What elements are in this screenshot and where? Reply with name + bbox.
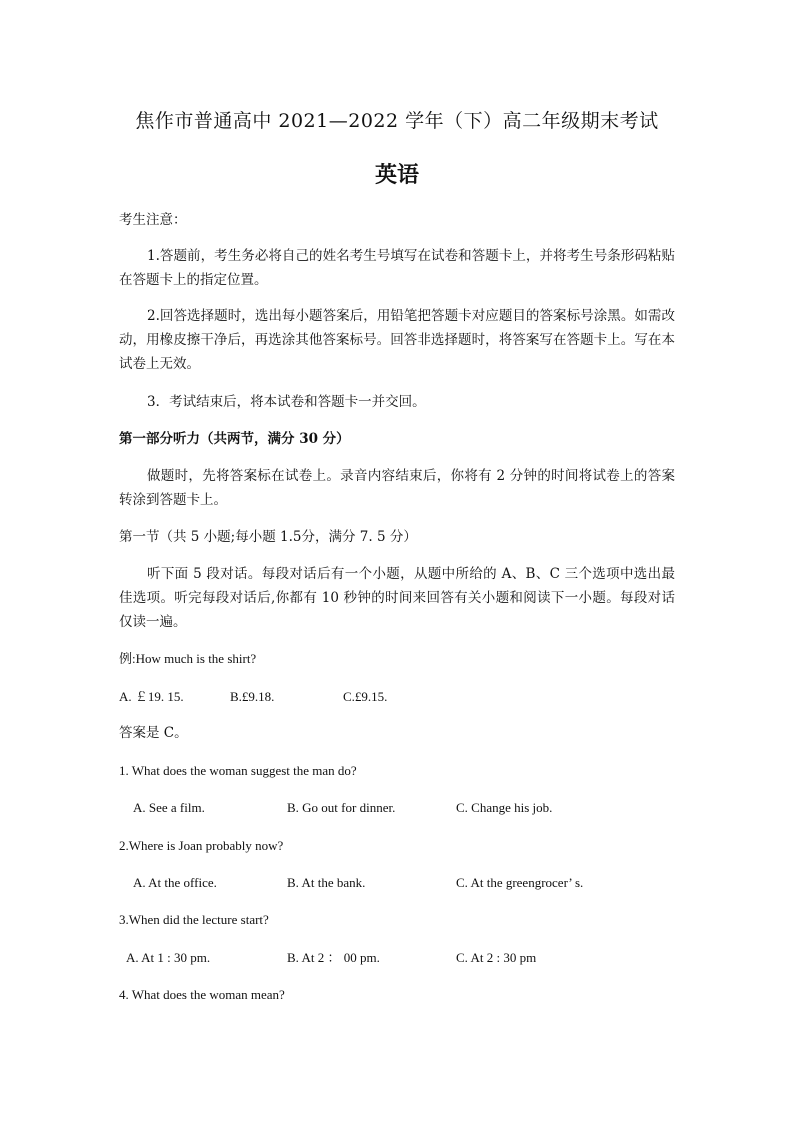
example-option-b: B.£9.18. [230, 689, 275, 704]
example-option-a: A. ￡19. 15. [119, 689, 184, 704]
question-2-option-a: A. At the office. [133, 875, 217, 890]
part1-instruction: 做题时，先将答案标在试卷上。录音内容结束后，你将有 2 分钟的时间将试卷上的答案转涂到答题卡上。 [119, 468, 675, 508]
question-2-option-c: C. At the greengrocer’ s. [456, 875, 584, 890]
question-3-option-b: B. At 2 ： 00 pm. [287, 950, 380, 965]
question-3-option-a: A. At 1 : 30 pm. [126, 950, 211, 965]
exam-title: 焦作市普通高中 2021—2022 学年（下）高二年级期末考试 [135, 110, 659, 132]
notice-item-2: 2.回答选择题时，选出每小题答案后，用铅笔把答题卡对应题目的答案标号涂黑。如需改动，用橡皮擦干净后，再选涂其他答案标号。回答非选择题时，将答案写在答题卡上。写在本试卷上无效。 [119, 308, 675, 372]
notice-item-3: 3．考试结束后，将本试卷和答题卡一并交回。 [147, 394, 426, 410]
notice-heading: 考生注意： [119, 212, 187, 228]
question-3: 3.When did the lecture start? [119, 912, 269, 927]
question-1: 1. What does the woman suggest the man do? [119, 763, 357, 778]
section1-instruction: 听下面 5 段对话。每段对话后有一个小题，从题中所给的 A、B、C 三个选项中选出最佳选项。听完每段对话后,你都有 10 秒钟的时间来回答有关小题和阅读下一小题。每段对话仅读一遍。 [119, 566, 675, 630]
question-3-option-c: C. At 2 : 30 pm [456, 950, 537, 965]
notice-item-1: 1.答题前，考生务必将自己的姓名考生号填写在试卷和答题卡上，并将考生号条形码粘贴在答题卡上的指定位置。 [119, 248, 675, 288]
subject-title: 英语 [374, 162, 419, 188]
section1-heading: 第一节（共 5 小题;每小题 1.5分，满分 7. 5 分） [119, 529, 417, 545]
part1-heading: 第一部分听力（共两节，满分 30 分） [119, 431, 350, 447]
question-2: 2.Where is Joan probably now? [119, 838, 284, 853]
question-4: 4. What does the woman mean? [119, 987, 285, 1002]
example-option-c: C.£9.15. [343, 689, 388, 704]
question-1-option-c: C. Change his job. [456, 800, 553, 815]
example-question: 例:How much is the shirt? [119, 651, 257, 666]
question-1-option-b: B. Go out for dinner. [287, 800, 396, 815]
question-2-option-b: B. At the bank. [287, 875, 366, 890]
example-answer: 答案是 C。 [119, 725, 188, 741]
question-1-option-a: A. See a film. [133, 800, 205, 815]
